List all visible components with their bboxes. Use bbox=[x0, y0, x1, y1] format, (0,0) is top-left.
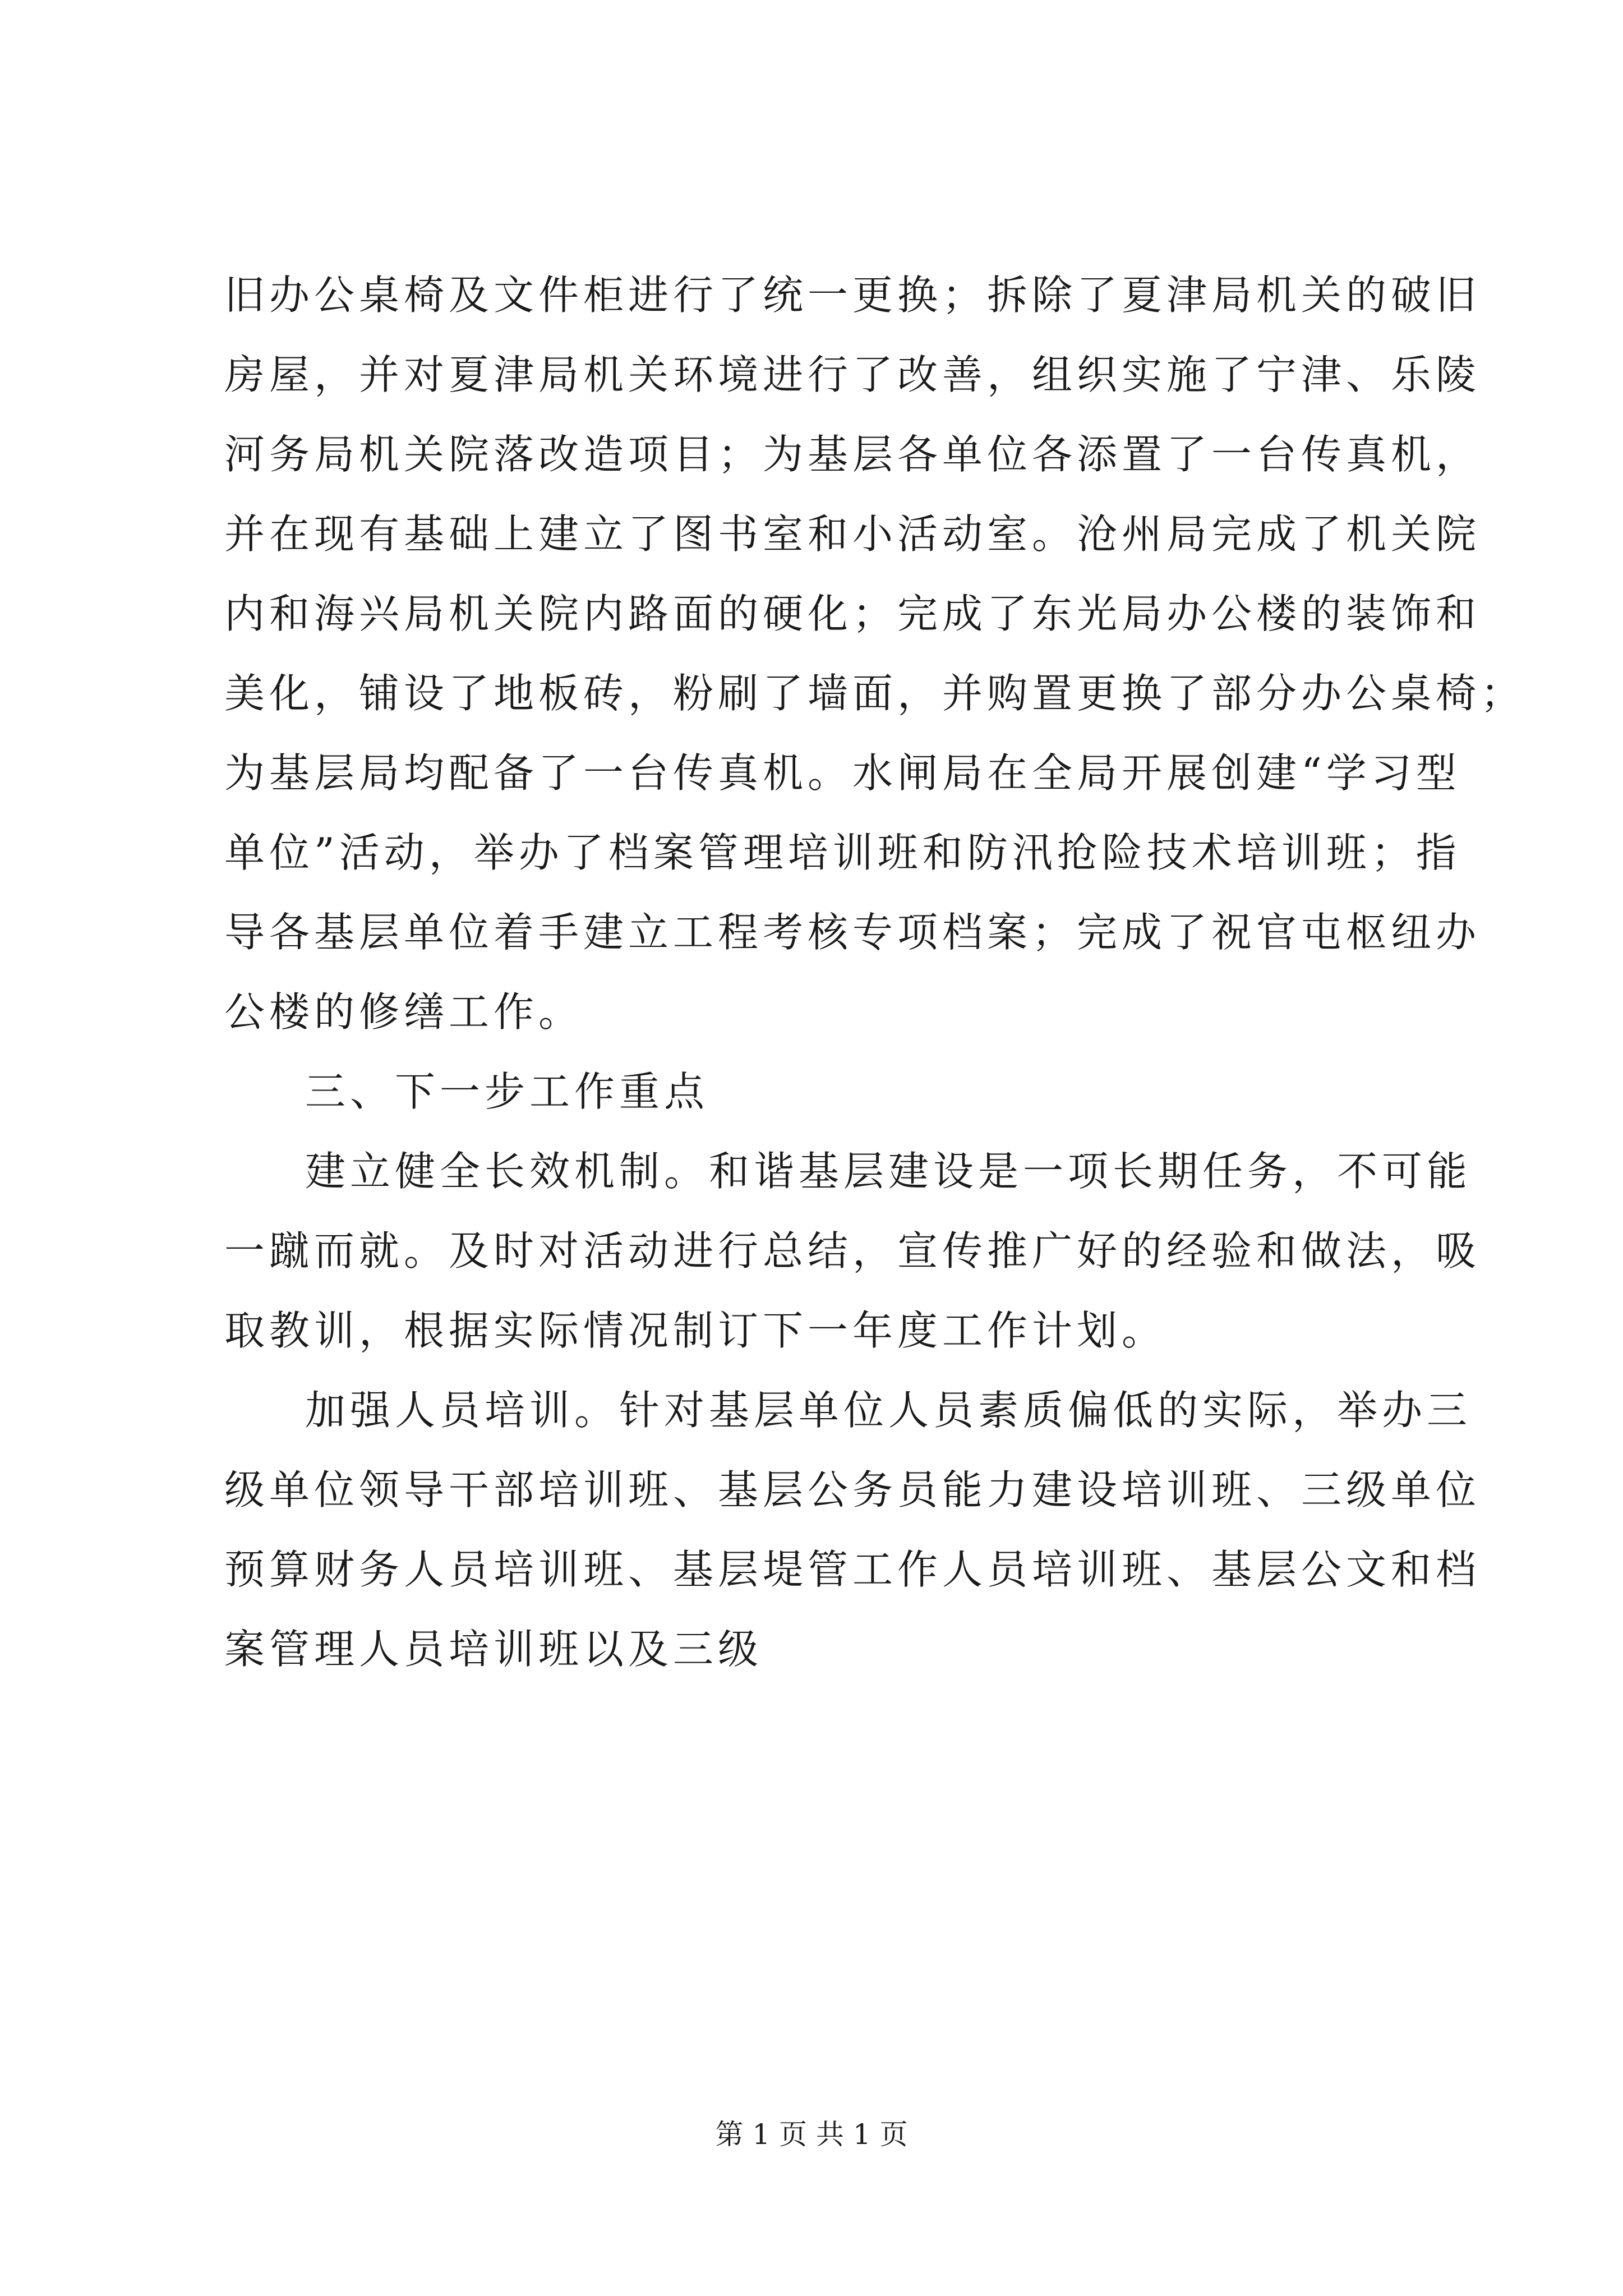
page-number-footer: 第 1 页 共 1 页 bbox=[715, 2118, 908, 2151]
paragraph-line: 美化，铺设了地板砖，粉刷了墙面，并购置更换了部分办公桌椅； bbox=[224, 670, 1526, 717]
paragraph-2 bbox=[224, 1131, 1481, 1370]
paragraph-line: 建立健全长效机制。和谐基层建设是一项长期任务，不可能 bbox=[305, 1148, 1472, 1195]
paragraph-line: 公楼的修缮工作。 bbox=[224, 988, 584, 1036]
paragraph-line: 案管理人员培训班以及三级 bbox=[224, 1626, 763, 1673]
paragraph-line: 房屋，并对夏津局机关环境进行了改善，组织实施了宁津、乐陵 bbox=[224, 351, 1481, 398]
paragraph-line: 内和海兴局机关院内路面的硬化；完成了东光局办公楼的装饰和 bbox=[224, 590, 1481, 637]
document-body bbox=[224, 255, 1526, 1689]
paragraph-line: 一蹴而就。及时对活动进行总结，宣传推广好的经验和做法，吸 bbox=[224, 1227, 1481, 1274]
paragraph-line: 导各基层单位着手建立工程考核专项档案；完成了祝官屯枢纽办 bbox=[224, 909, 1481, 956]
paragraph-line: 河务局机关院落改造项目；为基层各单位各添置了一台传真机， bbox=[224, 431, 1481, 478]
paragraph-1 bbox=[224, 255, 1526, 1052]
paragraph-line: 预算财务人员培训班、基层堤管工作人员培训班、基层公文和档 bbox=[224, 1546, 1481, 1593]
paragraph-line: 级单位领导干部培训班、基层公务员能力建设培训班、三级单位 bbox=[224, 1466, 1481, 1513]
paragraph-line: 单位”活动，举办了档案管理培训班和防汛抢险技术培训班；指 bbox=[224, 829, 1461, 876]
paragraph-3 bbox=[224, 1370, 1481, 1689]
paragraph-line: 为基层局均配备了一台传真机。水闸局在全局开展创建“学习型 bbox=[224, 749, 1461, 797]
paragraph-line: 取教训，根据实际情况制订下一年度工作计划。 bbox=[224, 1307, 1167, 1354]
section-heading: 三、下一步工作重点 bbox=[305, 1068, 709, 1115]
paragraph-line: 旧办公桌椅及文件柜进行了统一更换；拆除了夏津局机关的破旧 bbox=[224, 272, 1481, 319]
paragraph-line: 并在现有基础上建立了图书室和小活动室。沧州局完成了机关院 bbox=[224, 510, 1481, 558]
paragraph-line: 加强人员培训。针对基层单位人员素质偏低的实际，举办三 bbox=[305, 1387, 1472, 1434]
